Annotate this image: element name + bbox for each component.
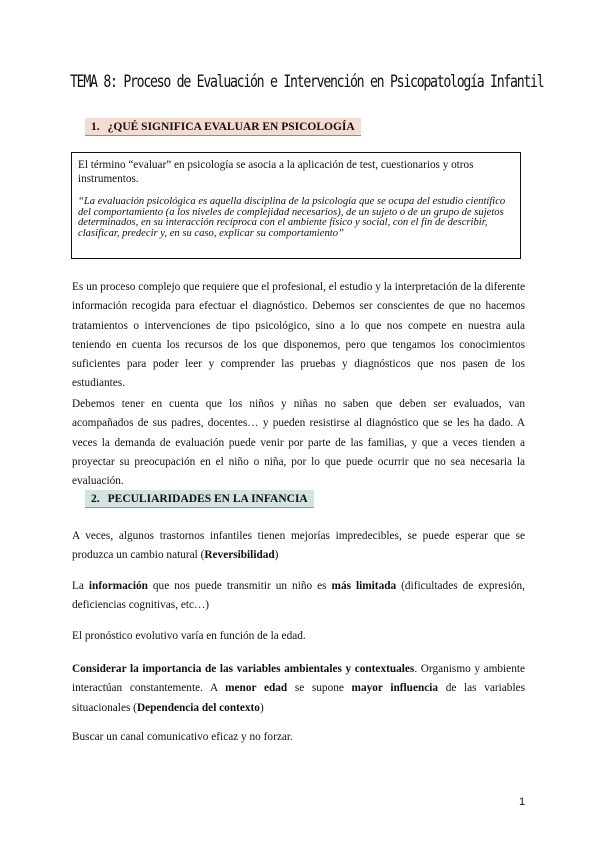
section-2-paragraph-1 <box>72 527 525 566</box>
text-span: A veces, algunos trastornos infantiles tienen mejorías impredecibles, se puede esperar que se produzca un cambio natural ( <box>72 530 525 562</box>
definition-box-text: El término “evaluar” en psicología se asocia a la aplicación de test, cuestionarios y otros instrumentos. <box>78 159 474 185</box>
section-1-heading <box>85 118 361 136</box>
definition-quote: “La evaluación psicológica es aquella disciplina de la psicología que se ocupa del estudio científico del comportamiento (a los niveles de complejidad necesarios), de un sujeto o de un grupo de sujetos determinados, en su interacción recíproca con el ambiente físico y social, con el fin de describir, clasificar, predecir y, en su caso, explicar su comportamiento” <box>78 196 506 239</box>
bold-term: Reversibilidad <box>204 549 275 562</box>
text-span: (dificultades de expresión, deficiencias cognitivas, etc…) <box>72 580 525 612</box>
section-1-number: 1. <box>91 121 100 133</box>
bold-term: Dependencia del contexto <box>136 701 260 714</box>
bold-term: mayor influencia <box>351 682 439 695</box>
text-span: ) <box>259 701 264 714</box>
bold-term: menor edad <box>225 682 288 695</box>
text-span: . Organismo y ambiente interactúan constantemente. A <box>72 663 525 695</box>
text-span: de las variables situacionales ( <box>72 682 525 714</box>
section-2-paragraph-5: Buscar un canal comunicativo eficaz y no forzar. <box>72 731 293 743</box>
section-2-number: 2. <box>91 493 100 505</box>
section-2-paragraph-3: El pronóstico evolutivo varía en función de la edad. <box>72 630 306 642</box>
bold-term: más limitada <box>331 580 397 592</box>
section-2-heading <box>85 490 314 508</box>
bold-term: Considerar la importancia de las variables ambientales y contextuales <box>72 663 415 675</box>
section-2-paragraph-4 <box>72 660 525 718</box>
text-span: que nos puede transmitir un niño es <box>147 580 332 592</box>
text-span: La <box>72 580 89 592</box>
section-1-paragraph-2: Debemos tener en cuenta que los niños y niñas no saben que deben ser evaluados, van acompañados de sus padres, docentes… y pueden resistirse al diagnóstico que se les ha dado. A veces la demanda de evaluación puede venir por parte de las familias, y que a veces tienden a proyectar su preocupación en el niño o niña, por lo que puede ocurrir que no sea necesaria la evaluación. <box>72 398 525 488</box>
text-span: se supone <box>287 682 352 695</box>
section-1-heading-text: ¿QUÉ SIGNIFICA EVALUAR EN PSICOLOGÍA <box>107 121 355 133</box>
definition-box <box>71 152 521 259</box>
page-title: TEMA 8: Proceso de Evaluación e Intervención en Psicopatología Infantil <box>70 72 544 91</box>
page-number: 1 <box>519 796 526 808</box>
bold-term: información <box>88 580 148 592</box>
section-1-paragraph-1: Es un proceso complejo que requiere que el profesional, el estudio y la interpretación de la diferente información recogida para efectuar el diagnóstico. Debemos ser conscientes de que no hacemos tratamientos o intervenciones de tipo psicológico, sino a lo que nos compete en nuestra aula teniendo en cuenta los recursos de los que disponemos, pero que tengamos los conocimientos suficientes para poder leer y comprender las pruebas y diagnósticos que nos pasen de los estudiantes. <box>72 281 525 390</box>
text-span: ) <box>274 549 279 562</box>
section-2-paragraph-2 <box>72 577 525 616</box>
section-2-heading-text: PECULIARIDADES EN LA INFANCIA <box>107 493 308 505</box>
